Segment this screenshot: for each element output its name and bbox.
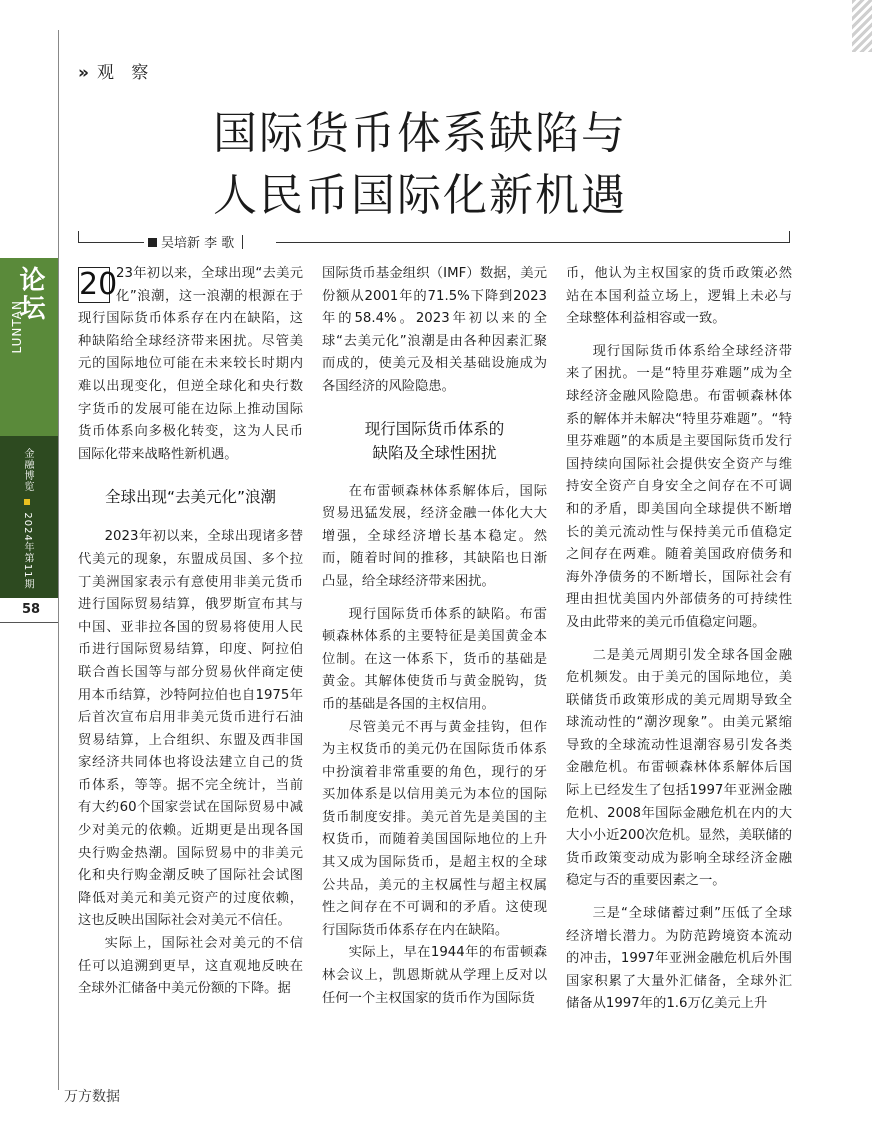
- article-column-2: [322, 263, 547, 1010]
- article-title-line2: 人民币国际化新机遇: [213, 170, 627, 221]
- section-header: [78, 58, 154, 83]
- subheading-line2: 缺陷及全球性困扰: [372, 443, 497, 462]
- body-paragraph: 2023年初以来，全球出现诸多替代美元的现象，东盟成员国、多个拉丁美洲国家表示有意使用非美元货币进行国际贸易结算，俄罗斯宣布其与中国、亚非拉各国的贸易将使用人民币进行国际贸易结算，印度、阿拉伯联合酋长国等与部分贸易伙伴商定使用本币结算，沙特阿拉伯也自1975年后首次宣布启用非美元货币进行石油贸易结算，上合组织、东盟及西非国家经济共同体也将设法建立自己的货币体系，等等。据不完全统计，当前有大约60个国家尝试在国际贸易中减少对美元的依赖。近期更是出现各国央行购金热潮。国际贸易中的非美元化和央行购金潮反映了国际社会试图降低对美元和美元资产的过度依赖，这也反映出国际社会对美元不信任。: [78, 529, 303, 929]
- author-divider: [242, 235, 243, 249]
- section-label: 观 察: [96, 63, 155, 83]
- sidebar-column-name-en: LUNTAN: [10, 300, 24, 354]
- corner-stripe-decoration: [852, 0, 872, 52]
- intro-text: 23年初以来，全球出现“去美元化”浪潮，这一浪潮的根源在于现行国际货币体系存在内在缺陷，这种缺陷给全球经济带来困扰。尽管美元的国际地位可能在未来较长时期内难以出现变化，但逆全球化和央行数字货币的发展可能在边际上推动国际货币体系向多极化转变，这为人民币国际化带来战略性新机遇。: [78, 266, 303, 462]
- body-paragraph: 尽管美元不再与黄金挂钩，但作为主权货币的美元仍在国际货币体系中扮演着非常重要的角色，现行的牙买加体系是以信用美元为本位的国际货币制度安排。美元首先是美国的主权货币，而随着美国国际地位的上升其又成为国际货币，是超主权的全球公共品，美元的主权属性与超主权属性之间存在不可调和的矛盾。这使现行国际货币体系存在内在缺陷。: [322, 719, 547, 938]
- author-names: 吴培新 李 歌: [161, 236, 235, 251]
- author-rule-right: [276, 242, 790, 243]
- subheading-system-defects: [322, 417, 547, 465]
- journal-name: 金融博览: [22, 448, 33, 492]
- paragraph-gap: [566, 331, 792, 341]
- yellow-square-icon: [24, 499, 30, 505]
- body-paragraph: 三是“全球储蓄过剩”压低了全球经济增长潜力。为防范跨境资本流动的冲击，1997年亚洲金融危机后外围国家积累了大量外汇储备，全球外汇储备从1997年的1.6万亿美元上升: [566, 906, 792, 1012]
- body-paragraph: 现行国际货币体系给全球经济带来了困扰。一是“特里芬难题”成为全球经济金融风险隐患。布雷顿森林体系的解体并未解决“特里芬难题”。“特里芬难题”的本质是主要国际货币发行国持续向国际社会提供安全资产与维持安全资产自身安全之间存在不可调和的矛盾，即美国向全球提供不断增长的美元流动性与保持美元币值稳定之间存在两难。随着美国政府债务和海外净债务的不断增长，国际社会有理由担忧美国内外部债务的可持续性及由此带来的美元币值稳定问题。: [566, 343, 792, 630]
- paragraph-gap: [566, 635, 792, 645]
- square-bullet-icon: [148, 238, 157, 247]
- subheading-line1: 现行国际货币体系的: [364, 419, 505, 438]
- body-paragraph: 国际货币基金组织（IMF）数据，美元份额从2001年的71.5%下降到2023年的58.4%。2023年初以来的全球“去美元化”浪潮是由各种因素汇聚而成的，使美元及相关基础设施成为各国经济的风险隐患。: [322, 266, 547, 394]
- sidebar-journal-info: [20, 448, 34, 590]
- author-line: [148, 232, 243, 251]
- body-paragraph: 币，他认为主权国家的货币政策必然站在本国利益立场上，逻辑上未必与全球整体利益相容或一致。: [566, 266, 792, 327]
- footer-source: 万方数据: [64, 1089, 120, 1105]
- body-paragraph: 在布雷顿森林体系解体后，国际贸易迅猛发展，经济金融一体化大大增强，全球经济增长基本稳定。然而，随着时间的推移，其缺陷也日渐凸显，给全球经济带来困扰。: [322, 483, 547, 589]
- article-title-line1: 国际货币体系缺陷与: [213, 108, 627, 159]
- body-paragraph: 实际上，早在1944年的布雷顿森林会议上，凯恩斯就从学理上反对以任何一个主权国家的货币作为国际货: [322, 945, 547, 1006]
- article-column-1: [78, 263, 303, 1001]
- body-paragraph: 二是美元周期引发全球各国金融危机频发。由于美元的国际地位，美联储货币政策形成的美元周期导致全球流动性的“潮汐现象”。由美元紧缩导致的全球流动性退潮容易引发各类金融危机。布雷顿森林体系解体后国际上已经发生了包括1997年亚洲金融危机、2008年国际金融危机在内的大大小小近200次危机。显然，美联储的货币政策变动成为影响全球经济金融稳定与否的重要因素之一。: [566, 647, 792, 889]
- paragraph-gap: [322, 594, 547, 604]
- double-chevron-icon: »: [78, 63, 87, 83]
- article-column-3: [566, 263, 792, 1016]
- journal-issue: 2024年第11期: [22, 512, 33, 590]
- author-rule-left: [78, 242, 144, 243]
- sidebar-column-name: 论坛: [15, 266, 45, 322]
- body-paragraph: 现行国际货币体系的缺陷。布雷顿森林体系的主要特征是美国黄金本位制。在这一体系下，货币的基础是黄金。其解体使货币与黄金脱钩，货币的基础是各国的主权信用。: [322, 606, 547, 712]
- page-number: 58: [22, 602, 41, 617]
- margin-rule: [58, 30, 59, 1090]
- paragraph-gap: [566, 893, 792, 903]
- subheading-dedollarization: 全球出现“去美元化”浪潮: [104, 488, 277, 507]
- page-number-rule: [0, 622, 58, 623]
- dropcap: 20: [79, 267, 118, 302]
- intro-paragraph: [78, 263, 303, 466]
- body-paragraph: 实际上，国际社会对美元的不信任可以追溯到更早，这直观地反映在全球外汇储备中美元份额的下降。据: [78, 936, 303, 997]
